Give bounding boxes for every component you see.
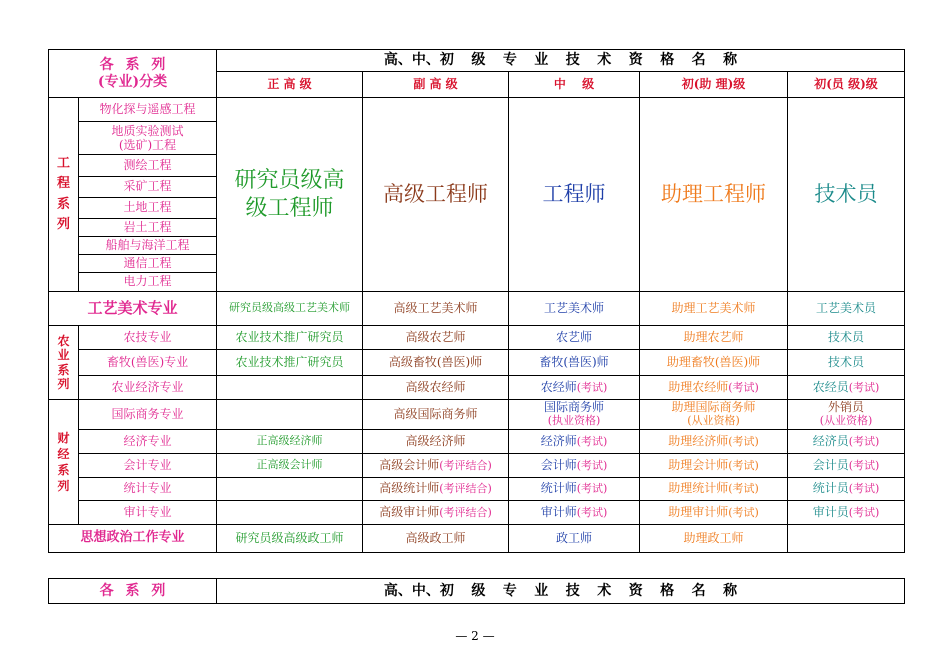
title-text: 会计员 [812,457,849,472]
finance-row-name: 国际商务专业 [79,400,217,430]
finance-title-junior-assistant [640,400,788,430]
finance-title-associate-senior [363,501,509,525]
finance-title-associate-senior [363,478,509,501]
finance-title-intermediate [509,454,640,478]
level-header-associate-senior: 副 高 级 [363,72,509,98]
agri-title-junior-staff: 技术员 [788,350,905,376]
title-text: 经济师 [540,433,577,448]
agri-title-junior-staff: 技术员 [788,326,905,350]
title-text: 助理国际商务师 [671,400,756,415]
specialty-surveying: 测绘工程 [79,155,217,177]
specialty-marine: 船舶与海洋工程 [79,237,217,255]
exam-note: (考试) [728,482,759,496]
engineering-series-label: 工 程 系 列 [49,98,79,292]
finance-title-senior: 正高级会计师 [217,454,363,478]
politics-title-junior-assistant: 助理政工师 [640,525,788,553]
title-text: 统计师 [540,481,577,496]
title-text: 助理经济师 [668,433,729,448]
finance-title-junior-assistant [640,501,788,525]
eng-title-intermediate: 工程师 [509,98,640,292]
finance-title-intermediate [509,501,640,525]
finance-title-junior-assistant [640,454,788,478]
agri-title-junior-staff [788,376,905,400]
agri-title-junior-assistant [640,376,788,400]
finance-title-junior-assistant [640,430,788,454]
title-text: 助理农经师 [668,379,729,394]
exam-note: (考试) [848,505,880,519]
agri-title-senior [217,376,363,400]
exam-note: (考试) [728,380,759,394]
exam-note: (考评结合) [439,458,492,472]
agri-row-name: 农业经济专业 [79,376,217,400]
title-text: 审计员 [812,504,849,519]
category-header [49,50,217,98]
exam-note: (考试) [848,380,880,394]
finance-title-junior-staff [788,454,905,478]
finance-title-junior-staff [788,430,905,454]
specialty-telecom: 通信工程 [79,255,217,273]
finance-title-intermediate [509,478,640,501]
agri-title-associate-senior: 高级农艺师 [363,326,509,350]
title-text: 助理会计师 [668,457,729,472]
finance-title-associate-senior [363,454,509,478]
finance-title-intermediate [509,400,640,430]
exam-note: (考试) [576,380,608,394]
specialty-geotechnical: 岩土工程 [79,219,217,237]
agri-title-junior-assistant: 助理农艺师 [640,326,788,350]
finance-title-intermediate [509,430,640,454]
main-title: 高、中、初 级 专 业 技 术 资 格 名 称 [217,50,905,72]
exam-note: (考试) [576,434,608,448]
exam-note: (考试) [848,434,880,448]
exam-note: (考试) [728,505,759,519]
finance-row-name: 审计专业 [79,501,217,525]
arts-title-junior-staff: 工艺美术员 [788,292,905,326]
title-text: 助理审计师 [668,504,729,519]
finance-title-junior-staff [788,400,905,430]
title-text: 会计师 [540,457,577,472]
title-text: 经济员 [812,433,849,448]
agri-title-associate-senior: 高级畜牧(兽医)师 [363,350,509,376]
title-text: 外销员 [828,400,865,415]
politics-title-intermediate: 政工师 [509,525,640,553]
exam-note: (考试) [728,458,759,472]
exam-note: (考评结合) [439,482,492,496]
agri-title-junior-assistant: 助理畜牧(兽医)师 [640,350,788,376]
arts-title-intermediate: 工艺美术师 [509,292,640,326]
title-text: 高级会计师 [379,457,440,472]
title-text: 农经师 [540,379,577,394]
finance-row-name: 会计专业 [79,454,217,478]
level-header-junior-assistant: 初(助 理)级 [640,72,788,98]
agri-title-senior: 农业技术推广研究员 [217,326,363,350]
exam-note: (考试) [728,434,759,448]
agri-title-intermediate [509,376,640,400]
finance-title-associate-senior: 高级经济师 [363,430,509,454]
eng-title-junior-assistant: 助理工程师 [640,98,788,292]
title-text: 审计师 [540,504,577,519]
finance-title-senior [217,478,363,501]
level-header-junior-staff: 初(员 级)级 [788,72,905,98]
agri-title-associate-senior: 高级农经师 [363,376,509,400]
politics-title-junior-staff [788,525,905,553]
title-text: 国际商务师 [543,400,604,415]
agriculture-series-label: 农 业 系 列 [49,326,79,400]
continuation-table-header [48,578,905,604]
exam-note: (考试) [848,482,880,496]
finance-title-associate-senior: 高级国际商务师 [363,400,509,430]
title-text: 统计员 [812,481,849,496]
eng-title-junior-staff: 技术员 [788,98,905,292]
category-header-top: 各 系 列 [99,57,166,74]
exam-note: (考试) [576,505,608,519]
exam-note: (考评结合) [439,505,492,519]
agri-row-name: 农技专业 [79,326,217,350]
specialty-geophysics: 物化探与遥感工程 [79,98,217,122]
specialty-geology-testing: 地质实验测试 (选矿)工程 [79,122,217,155]
level-header-senior: 正 高 级 [217,72,363,98]
continuation-category-header: 各 系 列 [49,579,217,604]
arts-title-senior: 研究员级高级工艺美术师 [217,292,363,326]
agri-title-intermediate: 畜牧(兽医)师 [509,350,640,376]
agri-title-senior: 农业技术推广研究员 [217,350,363,376]
finance-title-junior-staff [788,478,905,501]
politics-title-associate-senior: 高级政工师 [363,525,509,553]
agri-title-intermediate: 农艺师 [509,326,640,350]
qualification-note: (从业资格) [687,414,740,428]
title-text: 高级统计师 [379,481,440,496]
politics-title-senior: 研究员级高级政工师 [217,525,363,553]
finance-title-junior-staff [788,501,905,525]
qualification-note: (从业资格) [819,414,873,428]
finance-row-name: 统计专业 [79,478,217,501]
eng-title-associate-senior: 高级工程师 [363,98,509,292]
arts-label: 工艺美术专业 [49,292,217,326]
specialty-power: 电力工程 [79,273,217,292]
finance-title-senior: 正高级经济师 [217,430,363,454]
title-text: 高级审计师 [379,504,440,519]
politics-label: 思想政治工作专业 [49,525,217,553]
level-header-intermediate: 中 级 [509,72,640,98]
specialty-land: 土地工程 [79,198,217,219]
finance-title-senior [217,400,363,430]
finance-series-label: 财 经 系 列 [49,400,79,525]
specialty-mining: 采矿工程 [79,177,217,198]
exam-note: (考试) [848,458,880,472]
category-header-bottom: (专业)分类 [97,73,168,90]
title-text: 农经员 [812,379,849,394]
finance-title-senior [217,501,363,525]
agri-row-name: 畜牧(兽医)专业 [79,350,217,376]
finance-title-junior-assistant [640,478,788,501]
exam-note: (考试) [576,482,608,496]
arts-title-associate-senior: 高级工艺美术师 [363,292,509,326]
finance-row-name: 经济专业 [79,430,217,454]
page-number: — 2 — [455,629,495,643]
arts-title-junior-assistant: 助理工艺美术师 [640,292,788,326]
qualification-note: (执业资格) [547,414,601,428]
qualification-table [48,49,905,553]
title-text: 助理统计师 [668,481,729,496]
exam-note: (考试) [576,458,608,472]
continuation-main-title: 高、中、初 级 专 业 技 术 资 格 名 称 [217,579,905,604]
eng-title-senior: 研究员级高 级工程师 [217,98,363,292]
